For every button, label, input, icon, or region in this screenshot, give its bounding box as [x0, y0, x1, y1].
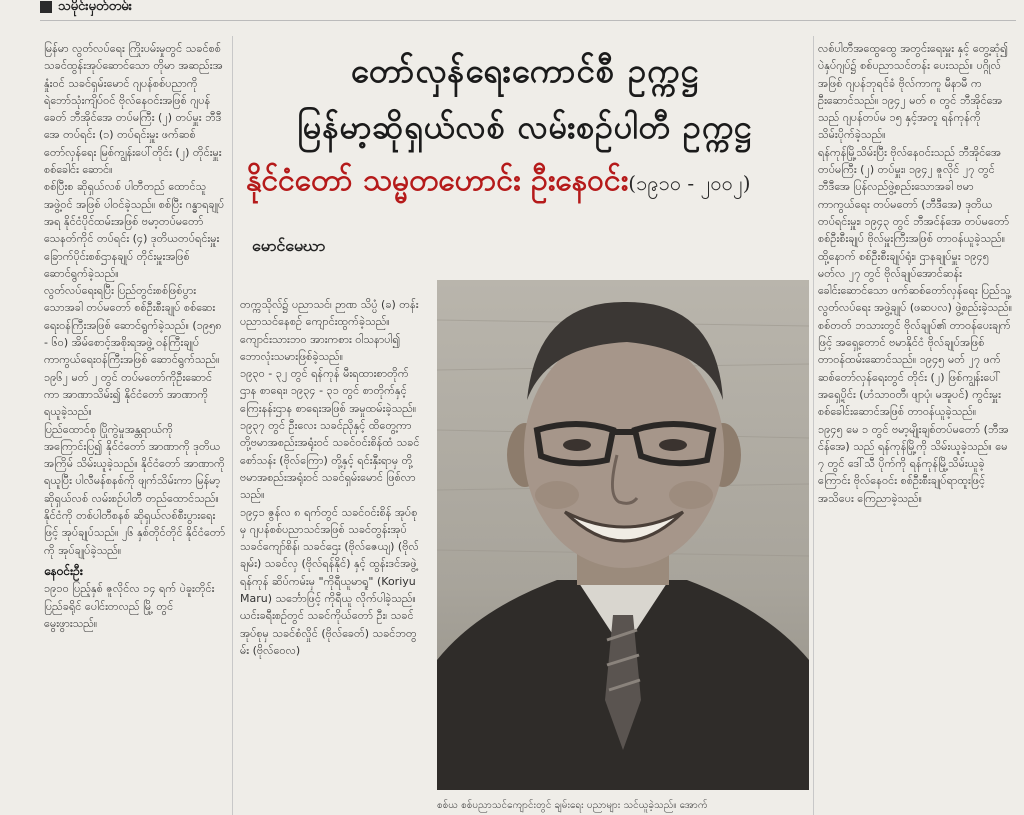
paragraph: ပြည်ထောင်စု ပြိုကွဲမှုအန္တရာယ်ကို အကြောင်းပြ၍ နိုင်ငံတော် အာဏာကို ဒုတိယအကြိမ် သိမ်းယူခဲ့သည်။ နိုင်ငံတော် အာဏာကို ရယူပြီး ပါလီမန်စနစ်ကို ဖျက်သိမ်းကာ မြန်မာ့ဆိုရှယ်လစ် လမ်းစဉ်ပါတီ တည်ထောင်သည်။ နိုင်ငံကို တစ်ပါတီစနစ် ဆိုရှယ်လစ်စီးပွားရေးဖြင့် အုပ်ချုပ်သည်။ ၂၆ နှစ်တိုင်တိုင် နိုင်ငံတော်ကို အုပ်ချုပ်ခဲ့သည်။ — [44, 422, 226, 557]
paragraph: စစ်ပြီးစ ဆိုရှယ်လစ် ပါတီတည် ထောင်သူ အဖွဲ့ဝင် အဖြစ် ပါဝင်ခဲ့သည်။ စစ်ပြီး ဂန္ဓာရချုပ်အရ နိုင်ငံပိုင်ထမ်းအဖြစ် ဗမာ့တပ်မတော် သေနတ်ကိုင် တပ်ရင်း (၄) ဒုတိယတပ်ရင်းမှူး ခြောက်ပိုင်းစစ်ဌာနချုပ် တိုင်းမှူးအဖြစ် ဆောင်ရွက်ခဲ့သည်။ — [44, 180, 225, 280]
column-divider — [813, 36, 814, 815]
paragraph: ၁၉၄၁ ဇွန်လ ၈ ရက်တွင် သခင်ဝင်းစိန် အုပ်စုမှ ဂျပန်စစ်ပညာသင်အဖြစ် သခင်တွန်းအုပ် သခင်ကျော်စိန်၊ သခင်ဌေး (ဗိုလ်ဇေယျ) (ဗိုလ်ချမ်း) သခင်လှ (ဗိုလ်ရန်နိုင်) နှင့် ထွန်းဒင်အဖွဲ့ ရန်ကုန် ဆိပ်ကမ်းမှ "ကိုရီယူမာရူ" (Koriyu Maru) သင်္ဘောဖြင့် ကိုရီယူ လိုက်ပါခဲ့သည်။ ယင်းခရီးစဉ်တွင် သခင်ကိုယ်တော် ဦး၊ သခင်အုပ်စုမှ သခင်စံလှိုင် (ဗိုလ်ခေတ်) သခင်ဘတွမ်း (ဗိုလ်ဝေလ) — [240, 505, 419, 657]
section-header-label: သမိုင်းမှတ်တမ်း — [58, 0, 132, 14]
paragraph: ၁၉၁၀ ပြည့်နှစ် ဇူလိုင်လ ၁၄ ရက် ပဲခူးတိုင်း ပြည်ခရိုင် ပေါင်းတလည် မြို့ တွင် မွေးဖွားသည်။ — [44, 582, 215, 630]
headline-dates: (၁၉၁၀ - ၂၀၀၂) — [628, 171, 751, 195]
portrait-illustration — [437, 280, 809, 790]
paragraph: ရန်ကုန်မြို့သိမ်းပြီး ဗိုလ်နေဝင်းသည် ဘီအိုင်အေ တပ်မကြီး (၂) တပ်မှူး၊ ၁၉၄၂ ဇူလိုင် ၂၇ တွင် ဘီဒီအေ ပြန်လည်ဖွဲ့စည်းသောအခါ ဗမာကာကွယ်ရေး တပ်မတော် (ဘီဒီအေ) ဒုတိယ တပ်ရင်းမှူး၊ ၁၉၄၃ တွင် ဘီအင်န်အေ တပ်မတော် စစ်ဦးစီးချုပ် ဗိုလ်မှူးကြီးအဖြစ် တာဝန်ယူခဲ့သည်။ — [818, 145, 1010, 246]
paragraph: ထို့နောက် စစ်ဦးစီးချုပ်ရုံး၊ ဌာနချုပ်မှူး ၁၉၄၅ မတ်လ ၂၇ တွင် ဗိုလ်ချုပ်အောင်ဆန်း ခေါင်းဆောင်သော ဖက်ဆစ်တော်လှန်ရေး ပြည်သူ့ လွတ်လပ်ရေး အဖွဲ့ချုပ် (ဖဆပလ) ဖွဲ့စည်းခဲ့သည်။ စစ်တတ် ဘသားတွင် ဗိုလ်ချုပ်၏ တာဝန်ပေးချက်ဖြင့် အရှေ့တောင် ဗမာနိုင်ငံ ဗိုလ်ချုပ်အဖြစ် တာဝန်ထမ်းဆောင်သည်။ ၁၉၄၅ မတ် ၂၇ ဖက်ဆစ်တော်လှန်ရေးတွင် တိုင်း (၂) ဖြစ်ကျွန်းပေါ်အရှေ့ပိုင်း (ဟံသာဝတီ၊ ဖျာပုံ၊ မအူပင်) ကွင်းမှူး စစ်ခေါင်းဆောင်အဖြစ် တာဝန်ယူခဲ့သည်။ — [818, 249, 1013, 419]
paragraph: လစ်ပါတီအထွေထွေ အတွင်းရေးမှူး နှင့် တွေ့ဆုံ၍ ပဲနှပ်ဂျပ်၌ စစ်ပညာသင်တန်း ပေးသည်။ ပဂ္ဂိုလ်အဖြစ် ဂျပန်ဘုရင်ခံ ဗိုလ်ကာကူ မီနာမီ က ဦးဆောင်သည်။ ၁၉၄၂ မတ် ၈ တွင် ဘီအိုင်အေသည် ဂျပန်တပ်မ ၁၅ နှင့်အတူ ရန်ကုန်ကို သိမ်းပိုက်ခဲ့သည်။ — [818, 42, 1009, 142]
subheading: နေဝင်းဦး — [44, 563, 83, 578]
portrait-photo — [437, 280, 809, 790]
column-divider — [232, 36, 233, 815]
section-marker-icon — [40, 1, 52, 13]
middle-column — [240, 296, 420, 815]
header-rule — [40, 20, 1016, 21]
paragraph: တက္ကသိုလ်၌ ပညာသင်၊ ဉာဏ သိပ္ပံ (ခ) တန်း ပညာသင်နေစဉ် ကျောင်းထွက်ခဲ့သည်။ ကျောင်းသားဘဝ အားကစား ဝါသနာပါ၍ ဘောလုံးသမားဖြစ်ခဲ့သည်။ — [240, 298, 419, 363]
headline-line-1: တော်လှန်ရေးကောင်စီ ဥက္ကဋ္ဌ — [350, 51, 700, 90]
paragraph: ၁၉၄၅ မေ ၁ တွင် ဗမာ့မျိုးချစ်တပ်မတော် (ဘီအင်န်အေ) သည် ရန်ကုန်မြို့ကို သိမ်းယူခဲ့သည်။ မေ ၇ တွင် ဒေါ်သီ ပိုက်ကို ရန်ကုန်မြို့သိမ်းယူခဲ့ကြောင်း ဗိုလ်နေဝင်း စစ်ဦးစီးချုပ်ရာထူးဖြင့် အသိပေး ကြေညာခဲ့သည်။ — [818, 422, 1009, 505]
byline: မောင်မေဃာ — [252, 236, 326, 255]
paragraph: လွတ်လပ်ရေးရပြီး ပြည်တွင်းစစ်ဖြစ်ပွားသောအခါ တပ်မတော် စစ်ဦးစီးချုပ် စစ်ဆေးရေးဝန်ကြီးအဖြစ် ဆောင်ရွက်ခဲ့သည်။ (၁၉၅၈ - ၆၀) အိမ်စောင့်အစိုးရအဖွဲ့ ဝန်ကြီးချုပ် ကာကွယ်ရေးဝန်ကြီးအဖြစ် ဆောင်ရွက်သည်။ ၁၉၆၂ မတ် ၂ တွင် တပ်မတော်ကိုဦးဆောင်ကာ အာဏာသိမ်း၍ နိုင်ငံတော် အာဏာကို ရယူခဲ့သည်။ — [44, 284, 222, 419]
headline-name: နိုင်ငံတော် သမ္မတဟောင်း ဦးနေဝင်း — [246, 163, 629, 198]
headline-line-3 — [246, 160, 816, 205]
left-column — [44, 40, 226, 815]
section-header — [40, 0, 132, 14]
paragraph: မြန်မာ လွတ်လပ်ရေး ကြိုးပမ်းမှုတွင် သခင်စစ် သခင်ထွန်းအုပ်ဆောင်သော တိုမာ အဆည်းအနှုံးဝင် သခင်ရှမ်းမောင် ဂျပန်စစ်ပညာကို ရဲဘော်သုံးကျိပ်ဝင် ဗိုလ်နေဝင်းအဖြစ် ဂျပန်ခေတ် ဘီအိုင်အေ တပ်မကြီး (၂) တပ်မှူး ဘီဒီအေ တပ်ရင်း (၁) တပ်ရင်းမှူး ဖက်ဆစ်တော်လှန်ရေး မြစ်ကျွန်းပေါ်တိုင်း (၂) တိုင်းမှူး စစ်ခေါင်း ဆောင်။ — [44, 42, 223, 177]
paragraph: ၁၉၃၀ - ၃၂ တွင် ရန်ကုန် မီးရထားစာတိုက်ဌာန စာရေး၊ ၁၉၃၄ - ၃၁ တွင် စာတိုက်နှင့် ကြေးနန်းဌာန စာရေးအဖြစ် အမှုထမ်းခဲ့သည်။ ၁၉၃၇ တွင် ဦးလေး သခင်ညိုနှင့် ထိတွေ့ကာ တို့ဗမာအစည်းအရုံးဝင် သခင်ဝင်းစိန်ထံ သခင်စော်သန်း (ဗိုလ်ကြော) တို့နှင့် ရင်းနှီးရာမှ တို့ဗမာအစည်းအရုံးဝင် သခင်ရှမ်းမောင် ဖြစ်လာသည်။ — [240, 367, 420, 502]
headline-line-2: မြန်မာ့ဆိုရှယ်လစ် လမ်းစဉ်ပါတီ ဥက္ကဋ္ဌ — [297, 108, 753, 146]
right-column — [818, 40, 1014, 815]
photo-caption: စစ်ယ စစ်ပညာသင်ကျောင်းတွင် ချမ်းရေး ပညာများ သင်ယူခဲ့သည်။ အောက် — [437, 800, 708, 811]
